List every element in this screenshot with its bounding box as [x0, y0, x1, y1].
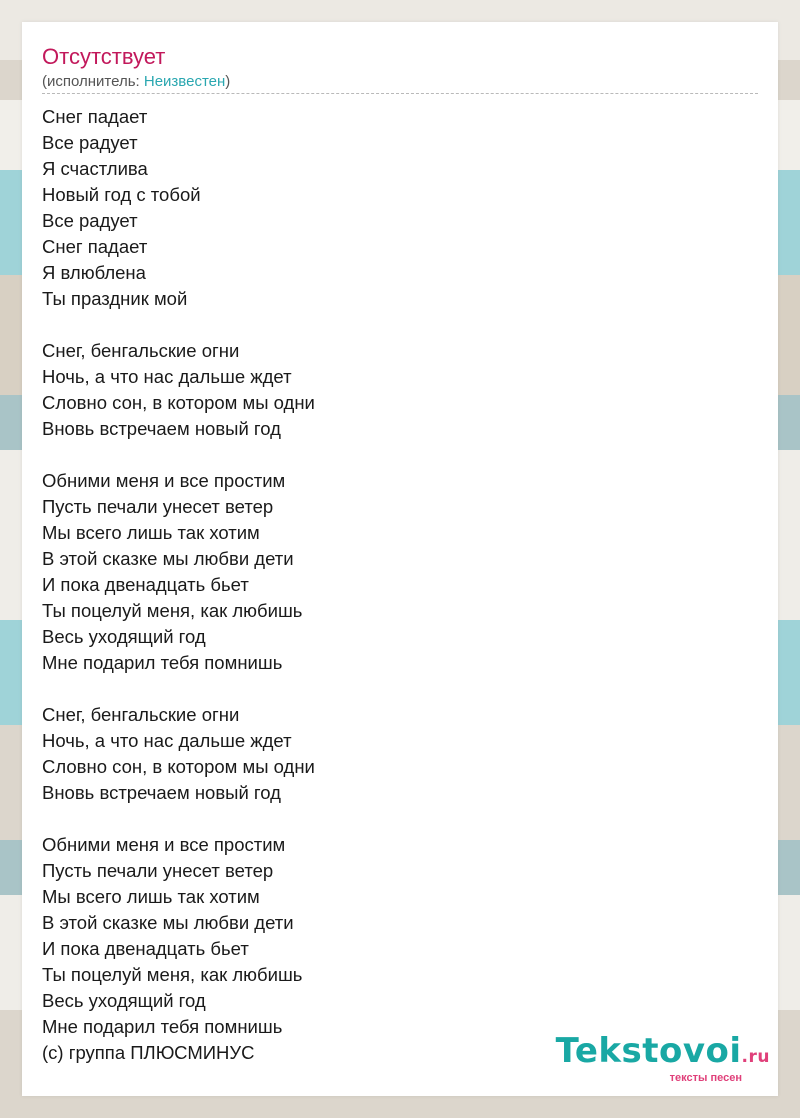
artist-prefix: (исполнитель: [42, 73, 144, 90]
lyric-line: Пусть печали унесет ветер [42, 860, 274, 881]
lyric-line: Пусть печали унесет ветер [42, 496, 274, 517]
lyric-line: Ты поцелуй меня, как любишь [42, 964, 303, 985]
lyric-line: Словно сон, в котором мы одни [42, 392, 315, 413]
lyric-line: Весь уходящий год [42, 990, 206, 1011]
artist-line [42, 72, 230, 92]
lyric-line: Ночь, а что нас дальше ждет [42, 730, 292, 751]
stanza-break [42, 806, 315, 832]
lyric-line: Вновь встречаем новый год [42, 418, 281, 439]
logo-tagline: тексты песен [669, 1072, 742, 1084]
lyric-line: Снег падает [42, 236, 148, 257]
logo-brand [556, 1033, 770, 1075]
lyric-line: И пока двенадцать бьет [42, 574, 249, 595]
stanza-break [42, 442, 315, 468]
artist-link[interactable]: Неизвестен [143, 73, 226, 90]
lyric-line: Снег, бенгальские огни [42, 340, 240, 361]
lyric-line: Весь уходящий год [42, 626, 206, 647]
lyric-line: И пока двенадцать бьет [42, 938, 249, 959]
song-title: Отсутствует [42, 44, 166, 69]
lyric-line: Мы всего лишь так хотим [42, 886, 260, 907]
lyric-line: Словно сон, в котором мы одни [42, 756, 315, 777]
stanza-break [42, 676, 315, 702]
lyric-line: Все радует [42, 210, 138, 231]
lyric-line: Обними меня и все простим [42, 470, 286, 491]
title-divider [42, 93, 758, 94]
lyric-line: Ты поцелуй меня, как любишь [42, 600, 303, 621]
lyrics-body [42, 104, 315, 1066]
site-logo[interactable] [556, 1033, 770, 1084]
lyrics-sheet [22, 22, 778, 1096]
logo-tld: .ru [741, 1047, 770, 1067]
lyric-line: Обними меня и все простим [42, 834, 286, 855]
lyric-line: Вновь встречаем новый год [42, 782, 281, 803]
lyric-line: Ты праздник мой [42, 288, 188, 309]
lyric-line: Ночь, а что нас дальше ждет [42, 366, 292, 387]
lyric-line: Мне подарил тебя помнишь [42, 1016, 283, 1037]
lyric-line: Новый год с тобой [42, 184, 201, 205]
lyric-line: Все радует [42, 132, 138, 153]
lyric-line: Снег, бенгальские огни [42, 704, 240, 725]
lyric-line: Я счастлива [42, 158, 148, 179]
lyric-line: В этой сказке мы любви дети [42, 548, 294, 569]
lyric-line: Я влюблена [42, 262, 146, 283]
lyric-line: В этой сказке мы любви дети [42, 912, 294, 933]
lyric-line: (c) группа ПЛЮСМИНУС [42, 1042, 255, 1063]
artist-suffix: ) [225, 73, 231, 90]
stanza-break [42, 312, 315, 338]
lyric-line: Мне подарил тебя помнишь [42, 652, 283, 673]
logo-brand-text: Tekstovoi [555, 1031, 742, 1071]
lyric-line: Мы всего лишь так хотим [42, 522, 260, 543]
lyric-line: Снег падает [42, 106, 148, 127]
